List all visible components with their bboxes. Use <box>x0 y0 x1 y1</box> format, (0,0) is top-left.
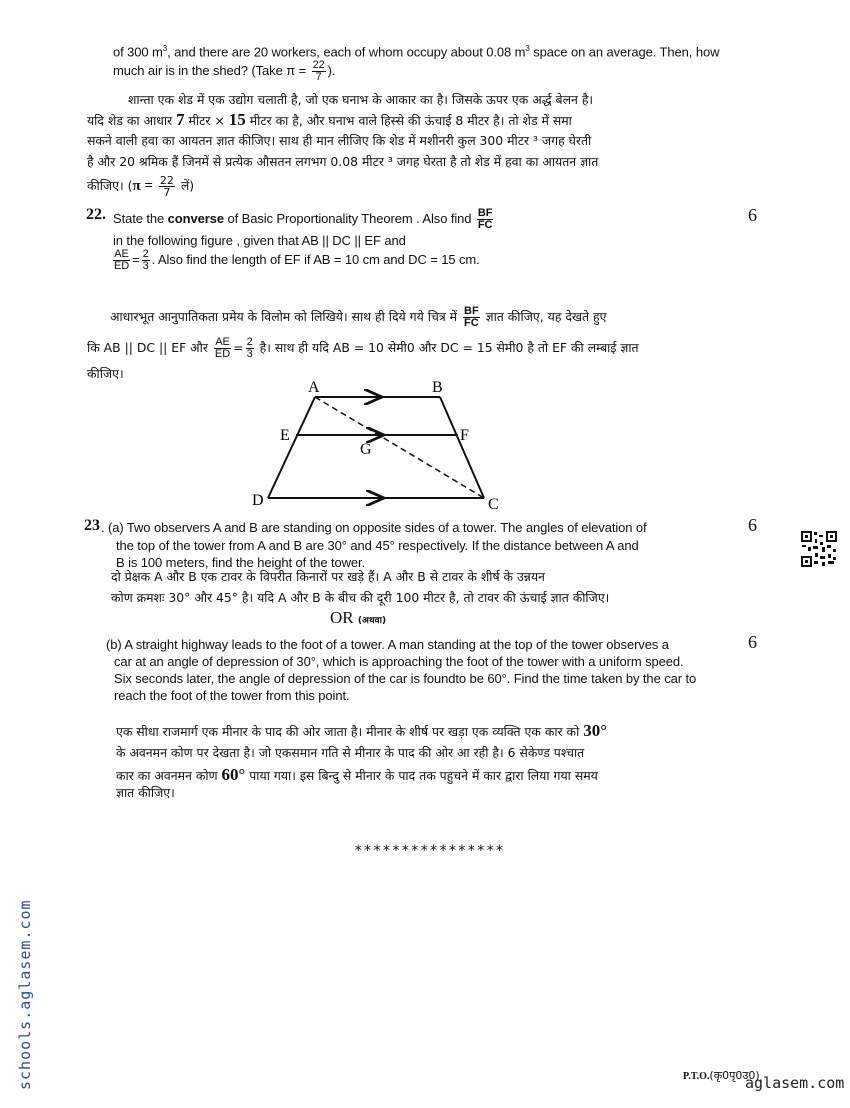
trapezium-figure <box>240 375 520 515</box>
label-d: D <box>252 492 264 509</box>
label-a: A <box>308 379 320 396</box>
q23-b-line2: car at an angle of depression of 30°, which is approaching the foot of the tower with a uniform speed. <box>114 654 684 669</box>
side-ad <box>268 397 315 498</box>
side-watermark: schools.aglasem.com <box>16 899 34 1090</box>
q21-hindi-line1: शान्ता एक शेड में एक उद्योग चलाती है, जो एक घनाभ के आकार का है। जिसके ऊपर एक अर्द्ध बेलन है। <box>128 92 594 107</box>
q21-english-line1: of 300 $m^3$, and there are 20 workers, each of whom occupy about 0.08 $m^3$ space on an average. Then, how <box>113 44 720 60</box>
q23-number: 23 <box>84 517 100 534</box>
diagonal-ac <box>315 397 484 498</box>
end-stars: **************** <box>354 843 505 859</box>
q23-a-hindi-line1: दो प्रेक्षक A और B एक टावर के विपरीत किनारों पर खड़े हैं। A और B से टावर के शीर्ष के उन्नयन <box>111 569 545 584</box>
q23-b-hindi-line3: कार का अवनमन कोण 60° पाया गया। इस बिन्दु से मीनार के पाद तक पहुचने में कार द्वारा लिया गया समय <box>116 765 598 784</box>
qr-code <box>800 530 838 568</box>
q23-b-line3: Six seconds later, the angle of depression of the car is foundto be 60°. Find the time taken by the car to <box>114 671 697 686</box>
label-f: F <box>460 427 469 444</box>
q22-marks: 6 <box>748 205 757 225</box>
q23-a-line1: . (a) Two observers A and B are standing on opposite sides of a tower. The angles of elevation of <box>101 520 647 535</box>
q21-hindi-line2: यदि शेड का आधार 7 मीटर × 15 मीटर का है, और घनाभ वाले हिस्से की ऊंचाई 8 मीटर है। तो शेड में समा <box>87 110 572 129</box>
q23-b-hindi-line1: एक सीधा राजमार्ग एक मीनार के पाद की ओर जाता है। मीनार के शीर्ष पर खड़ा एक व्यक्ति एक कार को 30° <box>116 721 608 740</box>
side-watermark-wrap <box>16 899 207 1108</box>
or-label: OR (अथवा) <box>330 608 387 627</box>
q22-hindi-line2: कि AB || DC || EF और $\frac{AE}{ED}$ = $\frac{2}{3}$ है। साथ ही यदि AB = 10 सेमी0 और DC = 15 सेमी0 है तो EF की लम्बाई ज्ञात <box>87 336 639 360</box>
q23-b-line1: (b) A straight highway leads to the foot of a tower. A man standing at the top of the tower observes a <box>106 637 669 652</box>
label-g: G <box>360 441 372 458</box>
q23-a-line3: B is 100 meters, find the height of the tower. <box>116 555 366 570</box>
q22-english-line1: State the converse of Basic Proportionality Theorem . Also find $\frac{BF}{FC}$ <box>113 207 493 231</box>
q23-a-marks: 6 <box>748 515 757 535</box>
q21-hindi-line3: सकने वाली हवा का आयतन ज्ञात कीजिए। साथ ही मान लीजिए कि शेड में मशीनरी कुल 300 मीटर ³ जगह घेरती <box>87 133 592 148</box>
q22-english-line3: $\frac{AE}{ED}$ = $\frac{2}{3}$ . Also find the length of EF if AB = 10 cm and DC = 15 cm. <box>114 248 480 272</box>
q23-b-hindi-line4: ज्ञात कीजिए। <box>116 785 175 800</box>
q22-number: 22. <box>86 206 106 223</box>
q23-b-marks: 6 <box>748 632 757 652</box>
side-bc <box>440 397 484 498</box>
pto-label: P.T.O.(कृ0पृ0उ0) <box>683 1069 760 1082</box>
q22-hindi-line3: कीजिए। <box>87 366 124 381</box>
q23-b-hindi-line2: के अवनमन कोण पर देखता है। जो एकसमान गति से मीनार के पाद की ओर आ रही है। 6 सेकेण्ड पश्चात <box>116 745 585 760</box>
q21-english-line2: much air is in the shed? (Take π = $\frac{22}{7}$ ). <box>113 59 336 83</box>
label-b: B <box>432 379 443 396</box>
q21-hindi-line5: कीजिए। (π = $\frac{22}{7}$ लें) <box>87 174 195 199</box>
q23-a-hindi-line2: कोण क्रमशः 30° और 45° है। यदि A और B के बीच की दूरी 100 मीटर है, तो टावर की ऊंचाई ज्ञात कीजिए। <box>111 590 610 605</box>
q23-b-line4: reach the foot of the tower from this point. <box>114 688 350 703</box>
q22-english-line2: in the following figure , given that AB || DC || EF and <box>113 233 406 248</box>
label-e: E <box>280 427 290 444</box>
q23-a-line2: the top of the tower from A and B are 30° and 45° respectively. If the distance between A and <box>116 538 639 553</box>
site-watermark: aglasem.com <box>745 1074 845 1092</box>
q22-hindi-line1: आधारभूत आनुपातिकता प्रमेय के विलोम को लिखिये। साथ ही दिये गये चित्र में $\frac{BF}{FC}$ ज्ञात कीजिए, यह देखते हुए <box>110 305 607 329</box>
q21-hindi-line4: है और 20 श्रमिक हैं जिनमें से प्रत्येक औसतन लगभग 0.08 मीटर ³ जगह घेरता है तो शेड में हवा का आयतन ज्ञात <box>87 154 599 169</box>
label-c: C <box>488 496 499 513</box>
